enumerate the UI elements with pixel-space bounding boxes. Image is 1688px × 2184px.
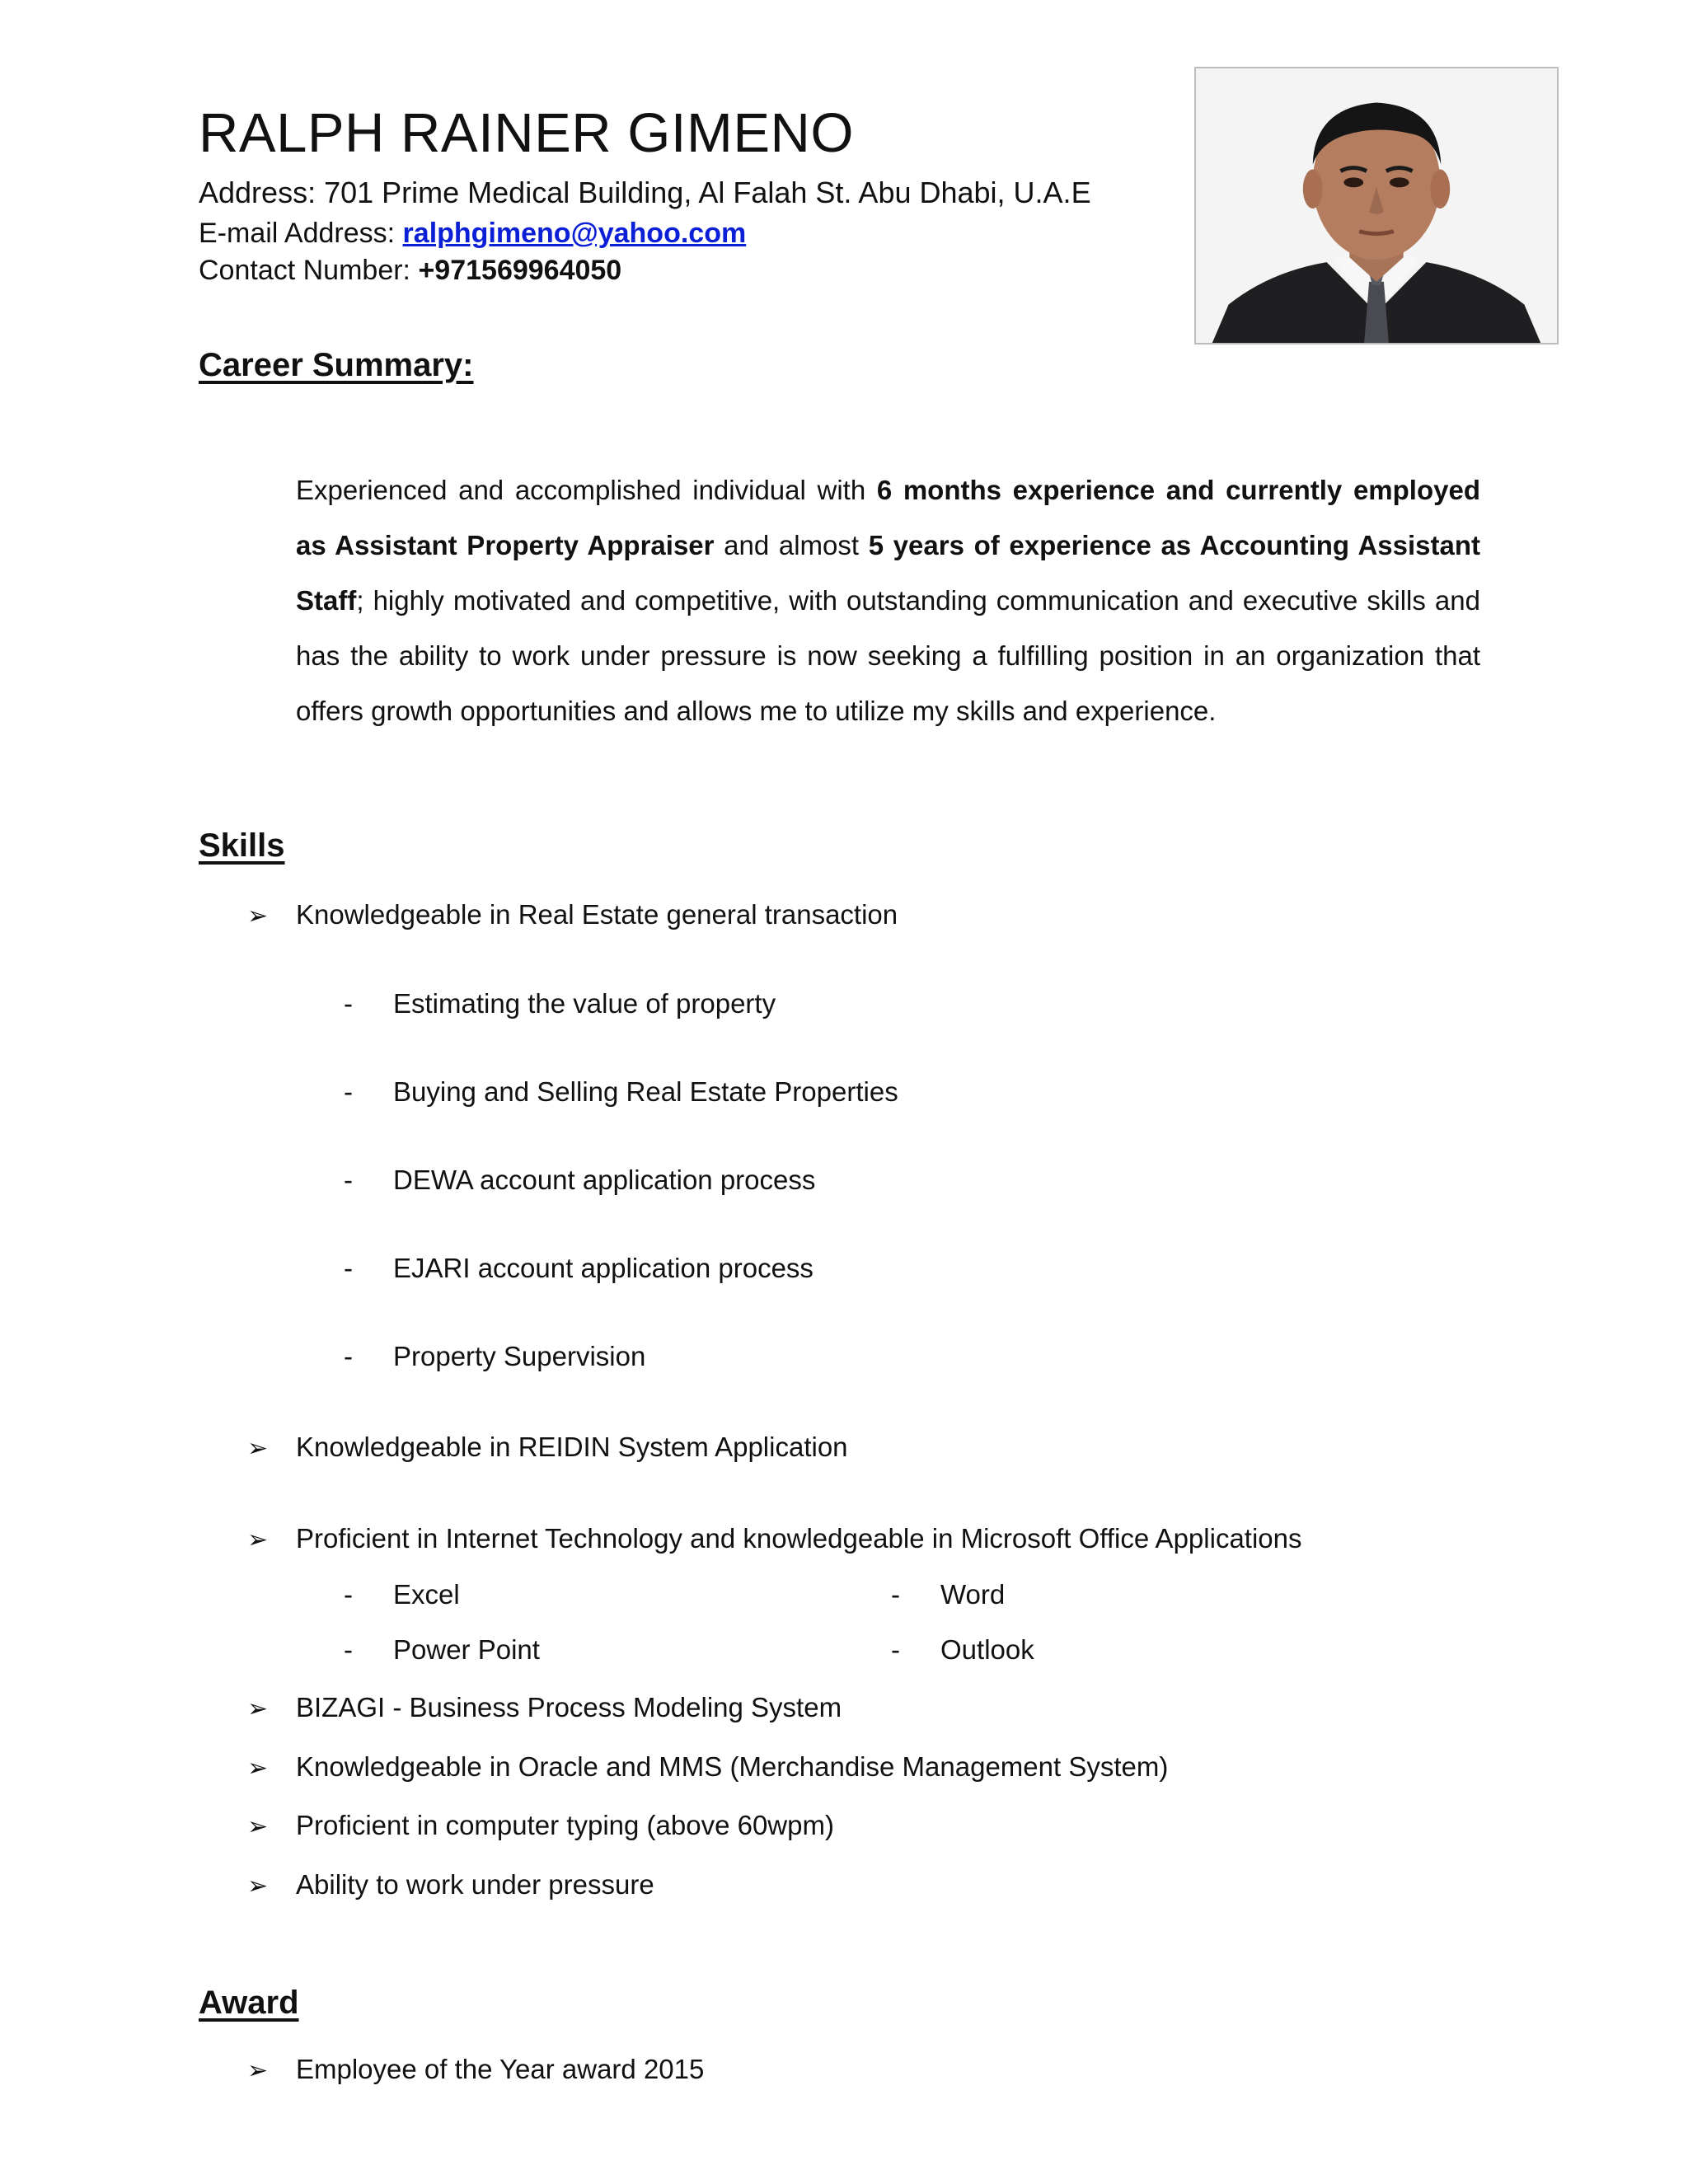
arrow-bullet-icon: ➢ [247,1755,269,1782]
skill-item [247,1811,834,1840]
dash-bullet-icon: - [344,1341,353,1371]
summary-text-2: and almost [714,530,869,560]
office-app-item [344,1581,460,1608]
phone-value: +971569964050 [418,255,622,286]
arrow-bullet-icon: ➢ [247,1813,269,1840]
skill-item [247,1433,848,1461]
arrow-bullet-icon: ➢ [247,902,269,930]
arrow-bullet-icon: ➢ [247,1526,269,1554]
summary-text-1: Experienced and accomplished individual with [296,475,877,505]
skill-text: Knowledgeable in REIDIN System Application [296,1432,848,1462]
skills-heading: Skills [199,827,285,864]
skill-sub-text: Estimating the value of property [393,988,776,1019]
arrow-bullet-icon: ➢ [247,1435,269,1462]
office-app-text: Excel [393,1579,460,1610]
arrow-bullet-icon: ➢ [247,1872,269,1900]
phone-label: Contact Number: [199,255,410,286]
skill-sub-item [344,1166,815,1193]
skill-item [247,1525,1302,1553]
skill-item [247,1694,842,1722]
skill-sub-item [344,990,776,1017]
dash-bullet-icon: - [344,1076,353,1107]
office-app-text: Word [940,1579,1006,1610]
skill-text: Knowledgeable in Real Estate general transaction [296,899,898,930]
skill-sub-item [344,1254,814,1282]
skill-text: Ability to work under pressure [296,1869,654,1900]
career-summary-paragraph [296,462,1480,738]
dash-bullet-icon: - [344,1253,353,1283]
office-app-text: Power Point [393,1634,540,1665]
summary-text-3: ; highly motivated and competitive, with outstanding communication and executive skills and has the ability to work under pressure is now seeking a fulfilling position in an organization that offers growth opportunities and allows me to utilize my skills and experience. [296,585,1480,726]
email-line [199,219,746,247]
dash-bullet-icon: - [344,988,353,1019]
office-app-item [891,1636,1034,1663]
profile-photo [1194,67,1559,344]
award-item [247,2055,704,2083]
office-app-text: Outlook [940,1634,1034,1665]
email-label: E-mail Address: [199,218,396,249]
portrait-icon [1196,68,1557,343]
dash-bullet-icon: - [344,1634,353,1665]
award-text: Employee of the Year award 2015 [296,2054,705,2084]
summary-bold-1: 6 months experience and currently employed as Assistant Property Appraiser [296,475,1480,560]
arrow-bullet-icon: ➢ [247,1695,269,1722]
skill-sub-item [344,1078,898,1105]
address-label: Address: [199,176,316,209]
address-value: 701 Prime Medical Building, Al Falah St. Abu Dhabi, U.A.E [324,176,1091,209]
skill-text: BIZAGI - Business Process Modeling System [296,1692,842,1722]
skill-item [247,1871,654,1899]
email-link[interactable]: ralphgimeno@yahoo.com [402,218,747,249]
address-line [199,178,1091,208]
applicant-name: RALPH RAINER GIMENO [199,102,855,164]
skill-sub-text: EJARI account application process [393,1253,814,1283]
skill-text: Knowledgeable in Oracle and MMS (Merchandise Management System) [296,1751,1169,1782]
skill-sub-text: DEWA account application process [393,1165,816,1195]
skill-sub-item [344,1343,645,1370]
dash-bullet-icon: - [891,1579,900,1610]
office-app-item [891,1581,1005,1608]
summary-bold-2: 5 years of experience as Accounting Assistant Staff [296,530,1481,616]
career-summary-heading: Career Summary: [199,347,474,383]
office-app-item [344,1636,540,1663]
skill-item [247,1753,1168,1781]
skill-sub-text: Property Supervision [393,1341,646,1371]
dash-bullet-icon: - [891,1634,900,1665]
dash-bullet-icon: - [344,1579,353,1610]
phone-line [199,256,621,284]
arrow-bullet-icon: ➢ [247,2057,269,2084]
award-heading: Award [199,1985,299,2021]
skill-sub-text: Buying and Selling Real Estate Properties [393,1076,898,1107]
skill-text: Proficient in computer typing (above 60wpm) [296,1810,834,1840]
skill-item [247,901,898,929]
dash-bullet-icon: - [344,1165,353,1195]
skill-text: Proficient in Internet Technology and knowledgeable in Microsoft Office Applications [296,1523,1302,1554]
